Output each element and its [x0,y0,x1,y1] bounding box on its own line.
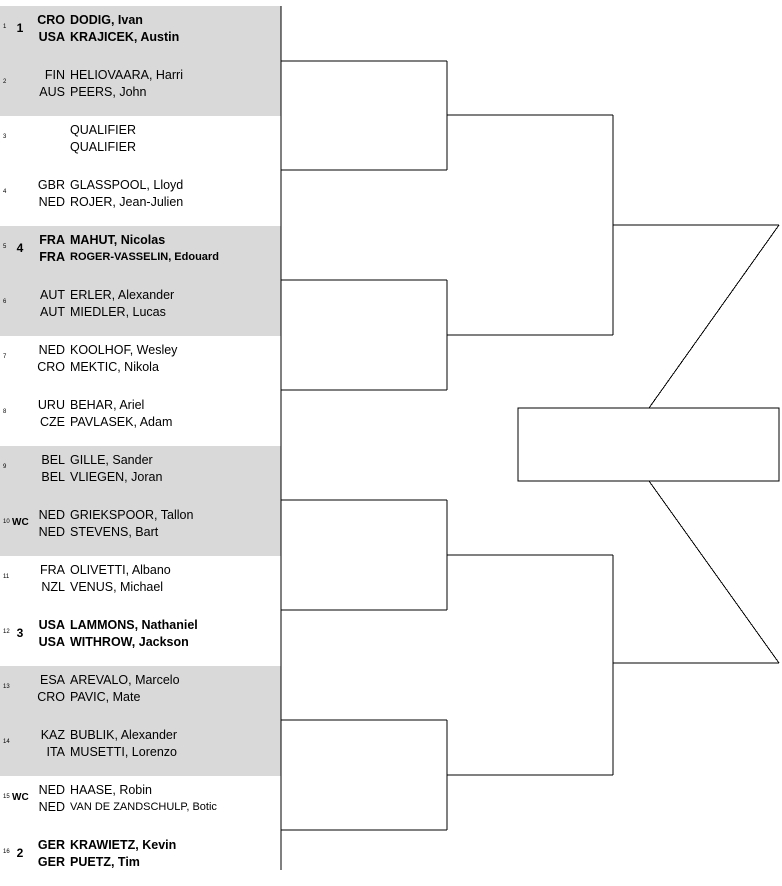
player-country: CRO [37,690,65,704]
player-country: FIN [44,68,65,82]
player-country: USA [38,30,65,44]
seed-label: WC [12,792,29,803]
seed-label: WC [12,517,29,528]
player-name: GILLE, Sander [70,453,153,467]
player-name: PUETZ, Tim [70,855,140,869]
seed-label: 4 [16,241,24,255]
bracket-line [649,225,779,408]
player-country: ITA [46,745,65,759]
player-country: NED [38,525,65,539]
draw-position-number: 11 [3,574,10,580]
player-country: NZL [41,580,65,594]
player-name: QUALIFIER [70,123,136,137]
draw-position-number: 8 [3,409,7,415]
player-name: KOOLHOF, Wesley [70,343,178,357]
draw-position-number: 2 [3,79,7,85]
player-country: USA [38,635,65,649]
seed-label: 1 [16,21,24,35]
draw-position-number: 12 [3,629,10,635]
player-name: MIEDLER, Lucas [70,305,166,319]
player-country: AUT [40,305,65,319]
player-name: BUBLIK, Alexander [70,728,178,742]
player-country: GBR [37,178,65,192]
player-name: KRAJICEK, Austin [70,30,180,44]
player-country: FRA [39,233,65,247]
player-country: GER [37,855,65,869]
player-country: BEL [41,470,65,484]
player-country: BEL [41,453,65,467]
player-name: LAMMONS, Nathaniel [70,618,198,632]
player-country: NED [38,343,65,357]
player-name: MAHUT, Nicolas [70,233,166,247]
player-name: VLIEGEN, Joran [70,470,163,484]
player-country: AUT [40,288,65,302]
draw-position-number: 4 [3,189,7,195]
draw-position-number: 15 [3,794,10,800]
seed-label: 2 [16,846,24,860]
player-country: KAZ [40,728,65,742]
player-country: NED [38,800,65,814]
player-name: GLASSPOOL, Lloyd [70,178,184,192]
draw-position-number: 1 [3,24,7,30]
player-name: AREVALO, Marcelo [70,673,180,687]
player-name: HAASE, Robin [70,783,152,797]
player-country: CRO [37,13,65,27]
player-country: GER [37,838,65,852]
player-name: VENUS, Michael [70,580,164,594]
player-name: PEERS, John [70,85,147,99]
player-name: VAN DE ZANDSCHULP, Botic [70,801,217,813]
player-country: AUS [39,85,65,99]
draw-position-number: 7 [3,354,7,360]
seed-label: 3 [16,626,24,640]
player-country: NED [38,508,65,522]
player-name: BEHAR, Ariel [70,398,145,412]
player-name: OLIVETTI, Albano [70,563,171,577]
player-name: MUSETTI, Lorenzo [70,745,177,759]
player-name: DODIG, Ivan [70,13,143,27]
draw-position-number: 14 [3,739,10,745]
player-country: URU [37,398,65,412]
player-name: WITHROW, Jackson [70,635,189,649]
player-name: ROGER-VASSELIN, Edouard [70,251,219,263]
player-country: USA [38,618,65,632]
player-name: KRAWIETZ, Kevin [70,838,177,852]
player-name: PAVLASEK, Adam [70,415,173,429]
player-country: NED [38,783,65,797]
player-country: FRA [39,250,65,264]
player-country: CRO [37,360,65,374]
draw-position-number: 13 [3,684,10,690]
player-name: GRIEKSPOOR, Tallon [70,508,194,522]
player-country: FRA [40,563,65,577]
player-name: HELIOVAARA, Harri [70,68,183,82]
player-name: STEVENS, Bart [70,525,159,539]
draw-position-number: 5 [3,244,7,250]
player-country: CZE [40,415,65,429]
draw-position-number: 9 [3,464,7,470]
champion-box [518,408,779,481]
player-country: ESA [39,673,65,687]
draw-position-number: 6 [3,299,7,305]
player-name: ROJER, Jean-Julien [70,195,184,209]
player-name: ERLER, Alexander [70,288,175,302]
player-country: NED [38,195,65,209]
bracket-line [649,481,779,663]
player-name: PAVIC, Mate [70,690,141,704]
draw-position-number: 3 [3,134,7,140]
draw-position-number: 16 [3,849,10,855]
draw-position-number: 10 [3,519,10,525]
player-name: QUALIFIER [70,140,136,154]
player-name: MEKTIC, Nikola [70,360,159,374]
